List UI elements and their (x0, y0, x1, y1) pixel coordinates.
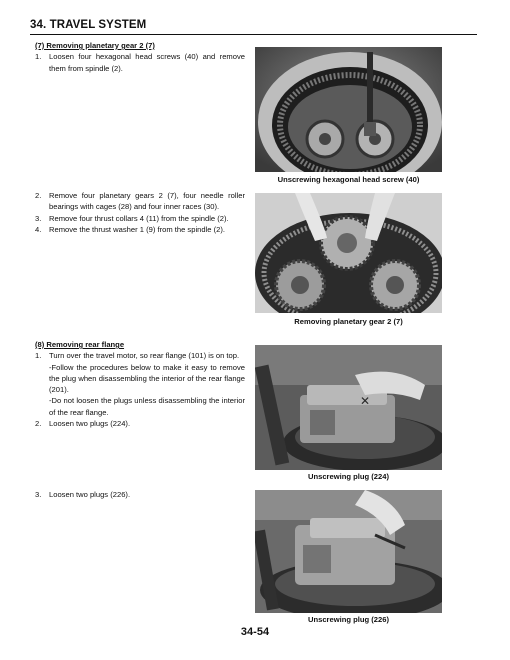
step-text (49, 350, 245, 418)
section-7-steps (35, 190, 245, 235)
section-8-step-3 (35, 489, 245, 500)
step-number: 3. (35, 490, 42, 499)
photo-unscrewing-plug-226 (255, 490, 442, 613)
section-8-heading: (8) Removing rear flange (35, 340, 125, 349)
section-7-heading: (7) Removing planetary gear 2 (7) (35, 41, 155, 50)
step-line: -Do not loosen the plugs unless disassembling the interior of the rear flange. (49, 396, 245, 417)
svg-text:✕: ✕ (360, 394, 371, 408)
step-text: Loosen four hexagonal head screws (40) and remove them from spindle (2). (49, 52, 245, 73)
step-line: Turn over the travel motor, so rear flange (101) is on top. (49, 351, 240, 361)
step-text: Remove four planetary gears 2 (7), four needle roller bearings with cages (28) and four inner races (30). (49, 191, 245, 212)
photo-caption: Unscrewing plug (224) (307, 472, 389, 481)
step-number: 2. (35, 191, 42, 200)
section-8-text (35, 339, 245, 429)
step-7-2 (35, 190, 245, 213)
page-number: 34-54 (240, 626, 270, 638)
step-number: 2. (35, 419, 42, 429)
photo-caption: Unscrewing hexagonal head screw (40) (277, 175, 420, 184)
step-8-2 (35, 418, 245, 429)
photo-caption: Removing planetary gear 2 (7) (294, 317, 403, 326)
step-number: 4. (35, 224, 42, 234)
step-number: 3. (35, 213, 42, 223)
step-7-3 (35, 213, 245, 224)
step-7-1 (35, 51, 245, 74)
step-number: 1. (35, 52, 42, 62)
photo-unscrewing-hex-screw (255, 47, 442, 172)
step-7-4 (35, 224, 245, 235)
step-text: Loosen two plugs (226). (49, 490, 131, 499)
photo-unscrewing-plug-224 (255, 345, 442, 470)
photo-caption: Unscrewing plug (226) (307, 615, 389, 624)
section-title: 34. TRAVEL SYSTEM (30, 19, 147, 31)
step-8-1 (35, 350, 245, 418)
page-header (30, 19, 477, 35)
step-8-3 (35, 489, 245, 500)
header-rule (30, 34, 477, 35)
step-text: Remove four thrust collars 4 (11) from the spindle (2). (49, 213, 229, 223)
photo-removing-planetary-gear (255, 193, 442, 313)
step-line: -Follow the procedures below to make it easy to remove the plug when disassembling the interior of the rear flange (201). (49, 362, 245, 395)
step-number: 1. (35, 351, 42, 361)
step-text: Remove the thrust washer 1 (9) from the spindle (2). (49, 224, 225, 234)
section-7-text (35, 40, 245, 74)
step-text: Loosen two plugs (224). (49, 419, 131, 429)
